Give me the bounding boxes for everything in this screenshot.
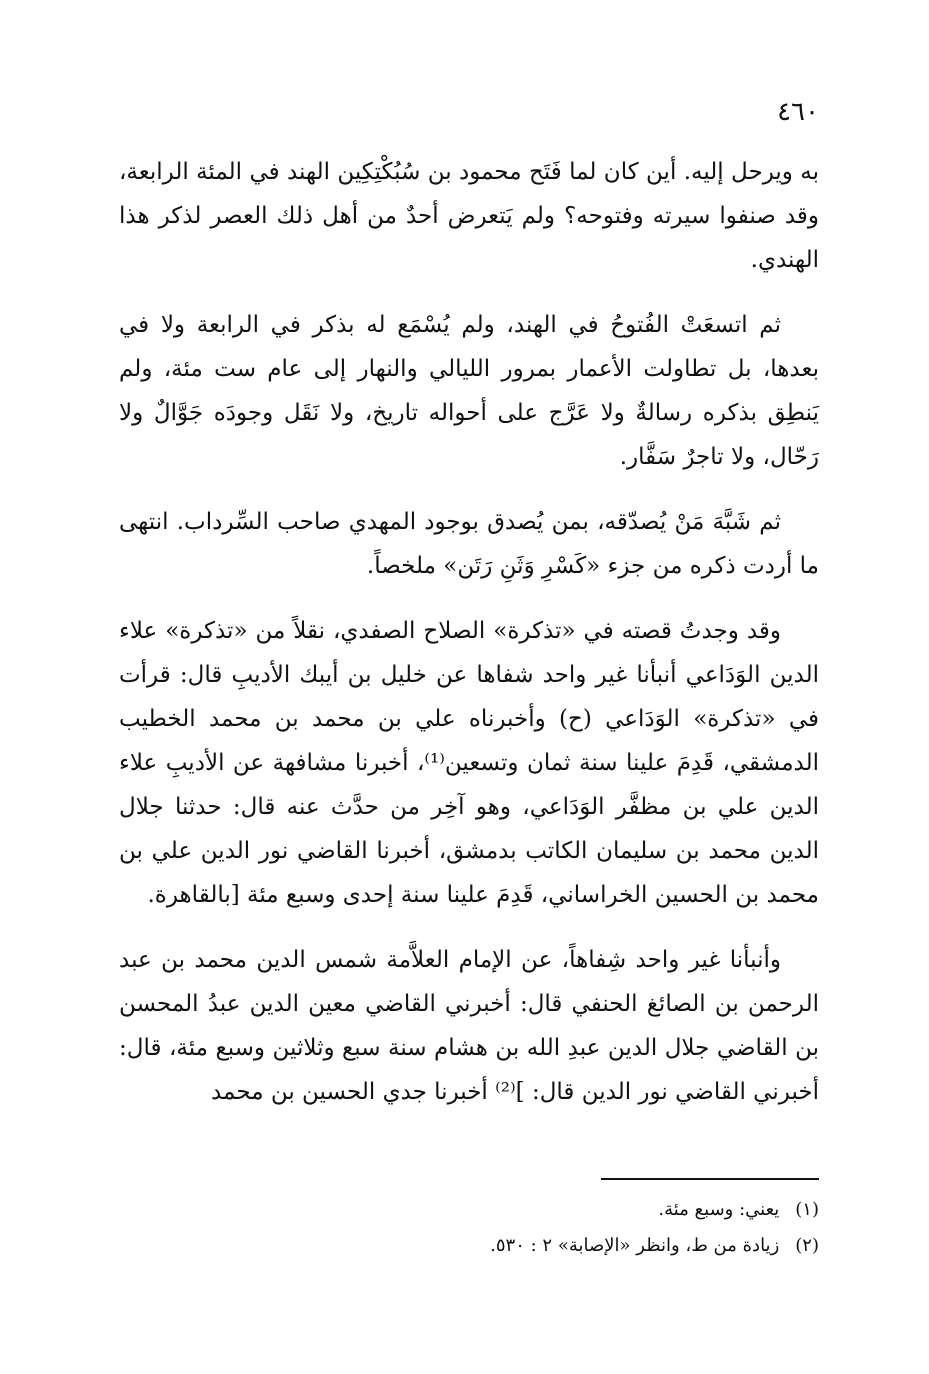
paragraph: ثم شَبَّهَ مَنْ يُصدّقه، بمن يُصدق بوجود المهدي صاحب السِّرداب. انتهى ما أردت ذكره من جزء «كَسْرِ وَثَنِ رَتَن» ملخصاً. xyxy=(119,509,819,579)
paragraph: ثم اتسعَتْ الفُتوحُ في الهند، ولم يُسْمَع له بذكر في الرابعة ولا في بعدها، بل تطاولت الأعمار بمرور الليالي والنهار إلى عام ست مئة، ولم يَنطِق بذكره رسالةٌ ولا عَرَّج على أحواله تاريخ، ولا نَقَل وجودَه جَوَّالٌ ولا رَحّال، ولا تاجرٌ سَفَّار. xyxy=(119,312,819,470)
footnote-text: زيادة من ط، وانظر «الإصابة» ٢ : ٥٣٠. xyxy=(490,1235,780,1256)
footnote-marker: (١) xyxy=(795,1199,819,1220)
footnote xyxy=(119,1192,819,1228)
footnote-text: يعني: وسبع مئة. xyxy=(658,1199,780,1220)
page-number: ٤٦٠ xyxy=(777,97,819,127)
footnote-divider xyxy=(601,1178,819,1180)
footnote xyxy=(119,1228,819,1264)
paragraph: وأنبأنا غير واحد شِفاهاً، عن الإمام العلاَّمة شمس الدين محمد بن عبد الرحمن بن الصائغ الحنفي قال: أخبرني القاضي معين الدين عبدُ المحسن بن القاضي جلال الدين عبدِ الله بن هشام سنة سبع وثلاثين وسبع مئة، قال: أخبرني القاضي نور الدين قال: ]⁽²⁾ أخبرنا جدي الحسين بن محمد xyxy=(119,947,819,1105)
main-text xyxy=(119,150,819,1135)
footnotes xyxy=(119,1192,819,1264)
paragraph: به ويرحل إليه. أين كان لما فَتَح محمود بن سُبُكْتِكِين الهند في المئة الرابعة، وقد صنفوا سيرته وفتوحه؟ ولم يَتعرض أحدٌ من أهل ذلك العصر لذكر هذا الهندي. xyxy=(119,159,819,273)
paragraph: وقد وجدتُ قصته في «تذكرة» الصلاح الصفدي، نقلاً من «تذكرة» علاء الدين الوَدَاعي أنبأنا غير واحد شفاها عن خليل بن أيبك الأديبِ قال: قرأت في «تذكرة» الوَدَاعي (ح) وأخبرناه علي بن محمد بن محمد الخطيب الدمشقي، قَدِمَ علينا سنة ثمان وتسعين⁽¹⁾، أخبرنا مشافهة عن الأديبِ علاء الدين علي بن مظفَّر الوَدَاعي، وهو آخِر من حدَّث عنه قال: حدثنا جلال الدين محمد بن سليمان الكاتب بدمشق، أخبرنا القاضي نور الدين علي بن محمد بن الحسين الخراساني، قَدِمَ علينا سنة إحدى وسبع مئة [بالقاهرة. xyxy=(119,618,819,908)
footnote-marker: (٢) xyxy=(795,1235,819,1256)
